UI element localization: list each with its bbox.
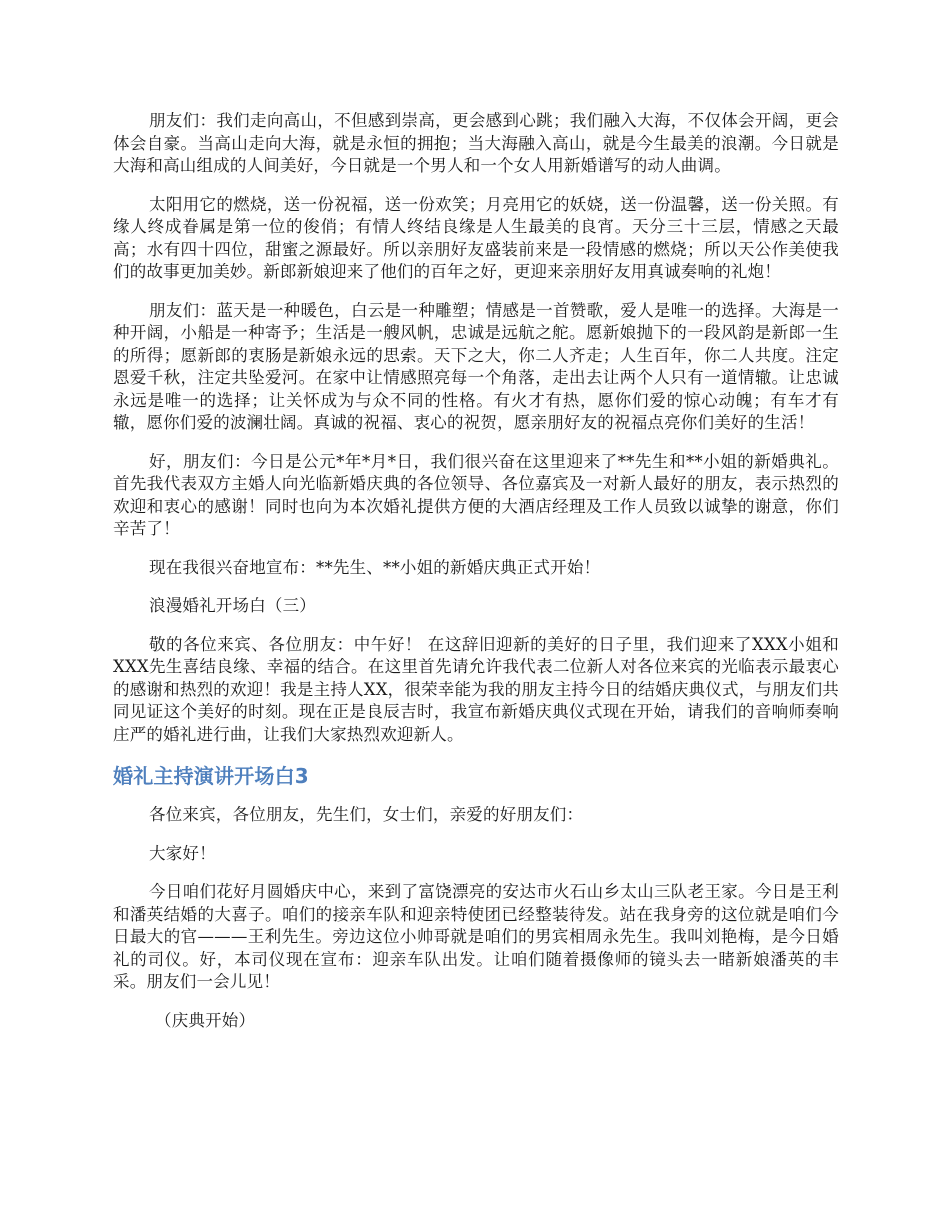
paragraph-romantic-title: 浪漫婚礼开场白（三） bbox=[149, 596, 316, 615]
section-heading: 婚礼主持演讲开场白3 bbox=[113, 764, 309, 788]
paragraph-address-guests: 各位来宾，各位朋友，先生们，女士们，亲爱的好朋友们： bbox=[149, 805, 584, 824]
document-page bbox=[113, 110, 839, 1048]
paragraph-welcome: 好，朋友们：今日是公元*年*月*日，我们很兴奋在这里迎来了**先生和**小姐的新婚典礼。首先我代表双方主婚人向光临新婚庆典的各位领导、各位嘉宾及一对新人最好的朋友，表示热烈的欢迎和衷心的感谢！同时也向为本次婚礼提供方便的大酒店经理及工作人员致以诚挚的谢意，你们辛苦了！ bbox=[113, 451, 839, 538]
paragraph-mountain-sea: 朋友们：我们走向高山，不但感到崇高，更会感到心跳；我们融入大海，不仅体会开阔，更会体会自豪。当高山走向大海，就是永恒的拥抱；当大海融入高山，就是今生最美的浪潮。今日就是大海和高山组成的人间美好，今日就是一个男人和一个女人用新婚谱写的动人曲调。 bbox=[113, 111, 839, 175]
paragraph-announce-start: 现在我很兴奋地宣布：**先生、**小姐的新婚庆典正式开始！ bbox=[149, 557, 601, 577]
paragraph-noon-greeting: 敬的各位来宾、各位朋友：中午好！ 在这辞旧迎新的美好的日子里，我们迎来了XXX小姐和XXX先生喜结良缘、幸福的结合。在这里首先请允许我代表二位新人对各位来宾的光临表示最衷心的感谢和热烈的欢迎！我是主持人XX，很荣幸能为我的朋友主持今日的结婚庆典仪式，与朋友们共同见证这个美好的时刻。现在正是良辰吉时，我宣布新婚庆典仪式现在开始，请我们的音响师奏响庄严的婚礼进行曲，让我们大家热烈欢迎新人。 bbox=[113, 634, 839, 744]
paragraph-blue-sky: 朋友们：蓝天是一种暖色，白云是一种雕塑；情感是一首赞歌，爱人是唯一的选择。大海是一种开阔，小船是一种寄予；生活是一艘风帆，忠诚是远航之舵。愿新娘抛下的一段风韵是新郎一生的所得；愿新郎的衷肠是新娘永远的思索。天下之大，你二人齐走；人生百年，你二人共度。注定恩爱千秋，注定共坠爱河。在家中让情感照亮每一个角落，走出去让两个人只有一道情辙。让忠诚永远是唯一的选择；让关怀成为与众不同的性格。有火才有热，愿你们爱的惊心动魄；有车才有辙，愿你们爱的波澜壮阔。真诚的祝福、衷心的祝贺，愿亲朋好友的祝福点亮你们美好的生活！ bbox=[113, 300, 839, 432]
paragraph-sun-moon: 太阳用它的燃烧，送一份祝福，送一份欢笑；月亮用它的妖娆，送一份温馨，送一份关照。有缘人终成眷属是第一位的俊俏；有情人终结良缘是人生最美的良宵。天分三十三层，情感之天最高；水有四十四位，甜蜜之源最好。所以亲朋好友盛装前来是一段情感的燃烧；所以天公作美使我们的故事更加美妙。新郎新娘迎来了他们的百年之好，更迎来亲朋好友用真诚奏响的礼炮！ bbox=[113, 194, 839, 281]
paragraph-hello: 大家好！ bbox=[149, 843, 216, 863]
paragraph-ceremony-start: （庆典开始） bbox=[155, 1010, 256, 1030]
paragraph-wedding-story: 今日咱们花好月圆婚庆中心，来到了富饶漂亮的安达市火石山乡太山三队老王家。今日是王利和潘英结婚的大喜子。咱们的接亲车队和迎亲特使团已经整装待发。站在我身旁的这位就是咱们今日最大的官———王利先生。旁边这位小帅哥就是咱们的男宾相周永先生。我叫刘艳梅，是今日婚礼的司仪。好，本司仪现在宣布：迎亲车队出发。让咱们随着摄像师的镜头去一睹新娘潘英的丰采。朋友们一会儿见！ bbox=[113, 882, 839, 991]
